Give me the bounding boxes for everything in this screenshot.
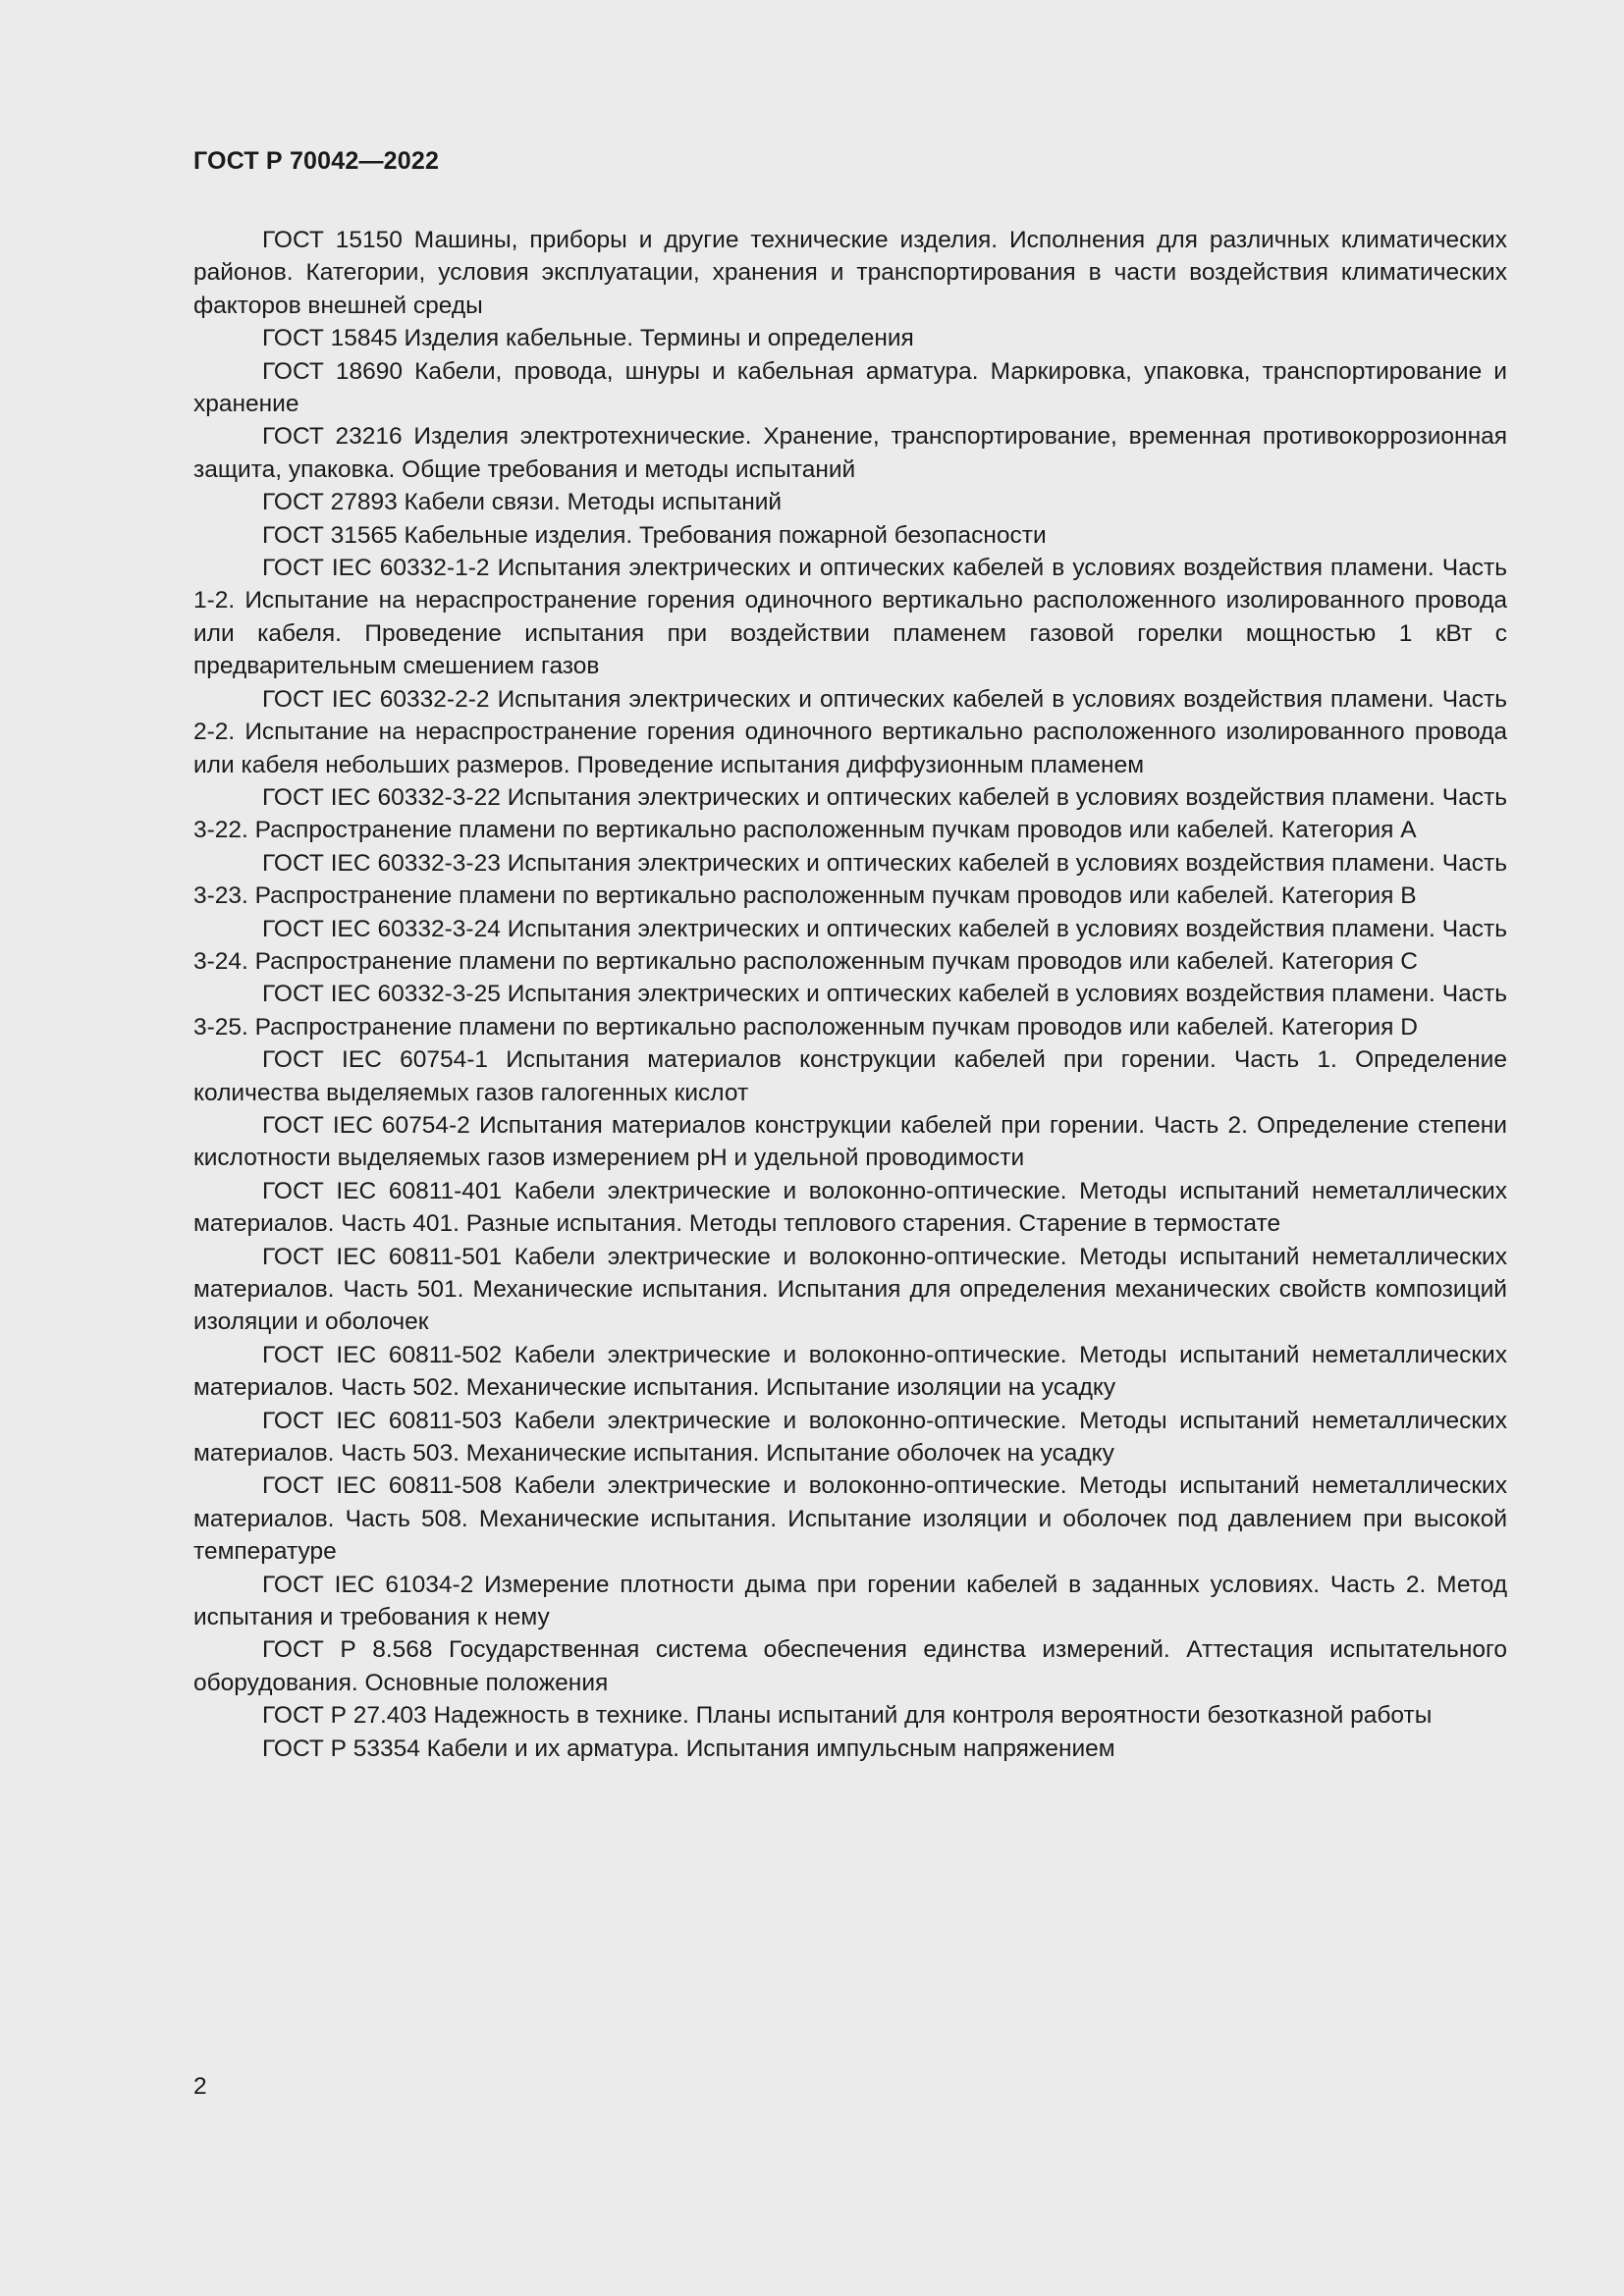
reference-item: ГОСТ IEC 61034-2 Измерение плотности дыма при горении кабелей в заданных условиях. Часть 2. Метод испытания и требования к нему bbox=[193, 1571, 1507, 1631]
reference-item: ГОСТ IEC 60332-3-24 Испытания электрических и оптических кабелей в условиях воздействия пламени. Часть 3-24. Распространение пламени по вертикально расположенным пучкам проводов или кабелей. Категория С bbox=[193, 915, 1507, 975]
reference-item: ГОСТ IEC 60754-2 Испытания материалов конструкции кабелей при горении. Часть 2. Определение степени кислотности выделяемых газов измерением pH и удельной проводимости bbox=[193, 1111, 1507, 1172]
reference-item: ГОСТ 27893 Кабели связи. Методы испытаний bbox=[262, 489, 783, 516]
reference-item: ГОСТ 23216 Изделия электротехнические. Хранение, транспортирование, временная противокоррозионная защита, упаковка. Общие требования и методы испытаний bbox=[193, 423, 1507, 483]
reference-item: ГОСТ IEC 60332-2-2 Испытания электрических и оптических кабелей в условиях воздействия пламени. Часть 2-2. Испытание на нераспространение горения одиночного вертикально расположенного изолированного провода или кабеля небольших размеров. Проведение испытания диффузионным пламенем bbox=[193, 685, 1507, 778]
reference-item: ГОСТ IEC 60332-1-2 Испытания электрических и оптических кабелей в условиях воздействия пламени. Часть 1-2. Испытание на нераспространение горения одиночного вертикально расположенного изолированного провода или кабеля. Проведение испытания при воздействии пламенем газовой горелки мощностью 1 кВт с предварительным смешением газов bbox=[193, 555, 1507, 680]
reference-item: ГОСТ Р 27.403 Надежность в технике. Планы испытаний для контроля вероятности безотказной работы bbox=[262, 1702, 1433, 1730]
reference-item: ГОСТ IEC 60332-3-22 Испытания электрических и оптических кабелей в условиях воздействия пламени. Часть 3-22. Распространение пламени по вертикально расположенным пучкам проводов или кабелей. Категория А bbox=[193, 783, 1507, 844]
reference-item: ГОСТ IEC 60754-1 Испытания материалов конструкции кабелей при горении. Часть 1. Определение количества выделяемых газов галогенных кислот bbox=[193, 1046, 1507, 1106]
reference-item: ГОСТ Р 8.568 Государственная система обеспечения единства измерений. Аттестация испытательного оборудования. Основные положения bbox=[193, 1636, 1507, 1696]
reference-item: ГОСТ 15150 Машины, приборы и другие технические изделия. Исполнения для различных климатических районов. Категории, условия эксплуатации, хранения и транспортирования в части воздействия климатических факторов внешней среды bbox=[193, 227, 1507, 319]
reference-item: ГОСТ IEC 60332-3-25 Испытания электрических и оптических кабелей в условиях воздействия пламени. Часть 3-25. Распространение пламени по вертикально расположенным пучкам проводов или кабелей. Категория D bbox=[193, 981, 1507, 1041]
reference-item: ГОСТ 31565 Кабельные изделия. Требования пожарной безопасности bbox=[262, 521, 1047, 549]
reference-item: ГОСТ IEC 60332-3-23 Испытания электрических и оптических кабелей в условиях воздействия пламени. Часть 3-23. Распространение пламени по вертикально расположенным пучкам проводов или кабелей. Категория В bbox=[193, 849, 1507, 910]
reference-item: ГОСТ IEC 60811-508 Кабели электрические и волоконно-оптические. Методы испытаний неметаллических материалов. Часть 508. Механические испытания. Испытание изоляции и оболочек под давлением при высокой температуре bbox=[193, 1472, 1507, 1566]
reference-item: ГОСТ Р 53354 Кабели и их арматура. Испытания импульсным напряжением bbox=[262, 1735, 1115, 1762]
reference-item: ГОСТ IEC 60811-501 Кабели электрические и волоконно-оптические. Методы испытаний неметаллических материалов. Часть 501. Механические испытания. Испытания для определения механических свойств композиций изоляции и оболочек bbox=[193, 1243, 1507, 1336]
page-number: 2 bbox=[193, 2073, 207, 2100]
reference-item: ГОСТ IEC 60811-401 Кабели электрические и волоконно-оптические. Методы испытаний неметаллических материалов. Часть 401. Разные испытания. Методы теплового старения. Старение в термостате bbox=[193, 1177, 1507, 1238]
document-header: ГОСТ Р 70042—2022 bbox=[193, 147, 440, 175]
normative-references-list bbox=[193, 224, 1507, 1765]
reference-item: ГОСТ IEC 60811-503 Кабели электрические и волоконно-оптические. Методы испытаний неметаллических материалов. Часть 503. Механические испытания. Испытание оболочек на усадку bbox=[193, 1407, 1507, 1468]
reference-item: ГОСТ IEC 60811-502 Кабели электрические и волоконно-оптические. Методы испытаний неметаллических материалов. Часть 502. Механические испытания. Испытание изоляции на усадку bbox=[193, 1341, 1507, 1402]
reference-item: ГОСТ 15845 Изделия кабельные. Термины и определения bbox=[262, 325, 914, 352]
reference-item: ГОСТ 18690 Кабели, провода, шнуры и кабельная арматура. Маркировка, упаковка, транспортирование и хранение bbox=[193, 357, 1507, 418]
